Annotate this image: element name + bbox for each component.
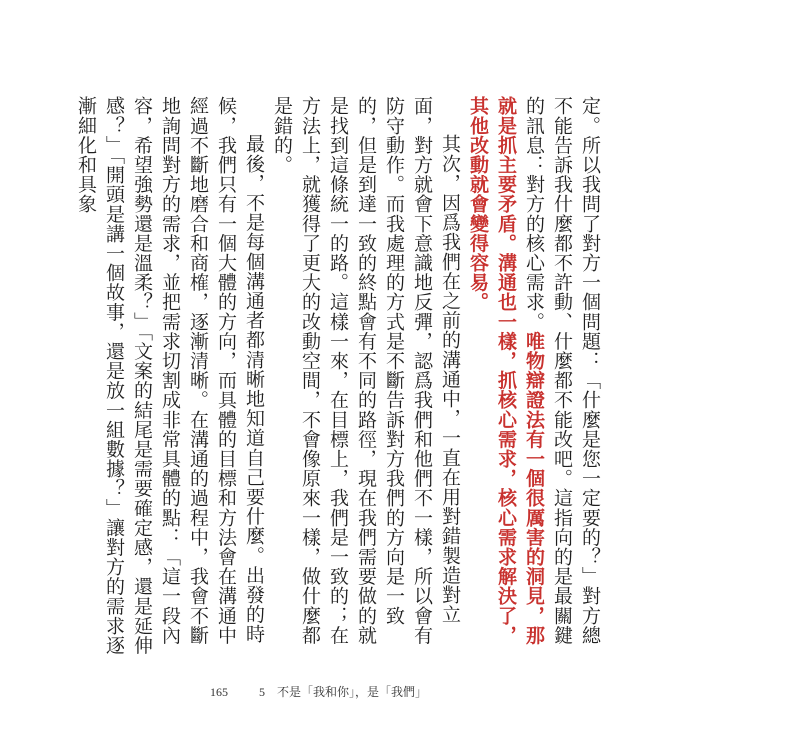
highlighted-quote: 唯物辯證法有一個很厲害的洞見，那就是抓主要矛盾。溝通也一樣，抓核心需求，核心需求解決了，其他改動就會變得容易。 xyxy=(467,96,545,645)
paragraph-1 xyxy=(464,96,604,656)
paragraph-2 xyxy=(268,96,464,656)
paragraph-1-text: 定。所以我問了對方一個問題：「什麼是您一定要的？」對方總不能告訴我什麼都不許動、什麼都不能改吧。這指向的是最關鍵的訊息：對方的核心需求。 xyxy=(523,96,601,645)
paragraph-3 xyxy=(72,96,268,656)
body-text xyxy=(75,96,604,656)
page-footer xyxy=(210,683,427,700)
chapter-title: 5 不是「我和你」，是「我們」 xyxy=(259,685,428,699)
paragraph-3-text: 最後，不是每個溝通者都清晰地知道自己要什麼。出發的時候，我們只有一個大體的方向，而具體的目標和方法會在溝通中經過不斷地磨合和商榷，逐漸清晰。在溝通的過程中，我會不斷地詢問對方的需求，並把需求切割成非常具體的點：「這一段內容，希望強勢還是溫柔？」「文案的結尾是需要確定感，還是延伸感？」「開頭是講一個故事，還是放一組數據？」讓對方的需求逐漸細化和具象 xyxy=(75,96,265,655)
page-number: 165 xyxy=(210,685,228,699)
paragraph-2-text: 其次，因爲我們在之前的溝通中，一直在用對錯製造對立面，對方就會下意識地反彈，認爲我們和他們不一樣，所以會有防守動作。而我處理的方式是不斷告訴對方我們的方向是一致的，但是到達一致的終點會有不同的路徑，現在我們需要做的就是找到這條統一的路。這樣一來，在目標上，我們是一致的；在方法上，就獲得了更大的改動空間，不會像原來一樣，做什麼都是錯的。 xyxy=(271,96,461,645)
